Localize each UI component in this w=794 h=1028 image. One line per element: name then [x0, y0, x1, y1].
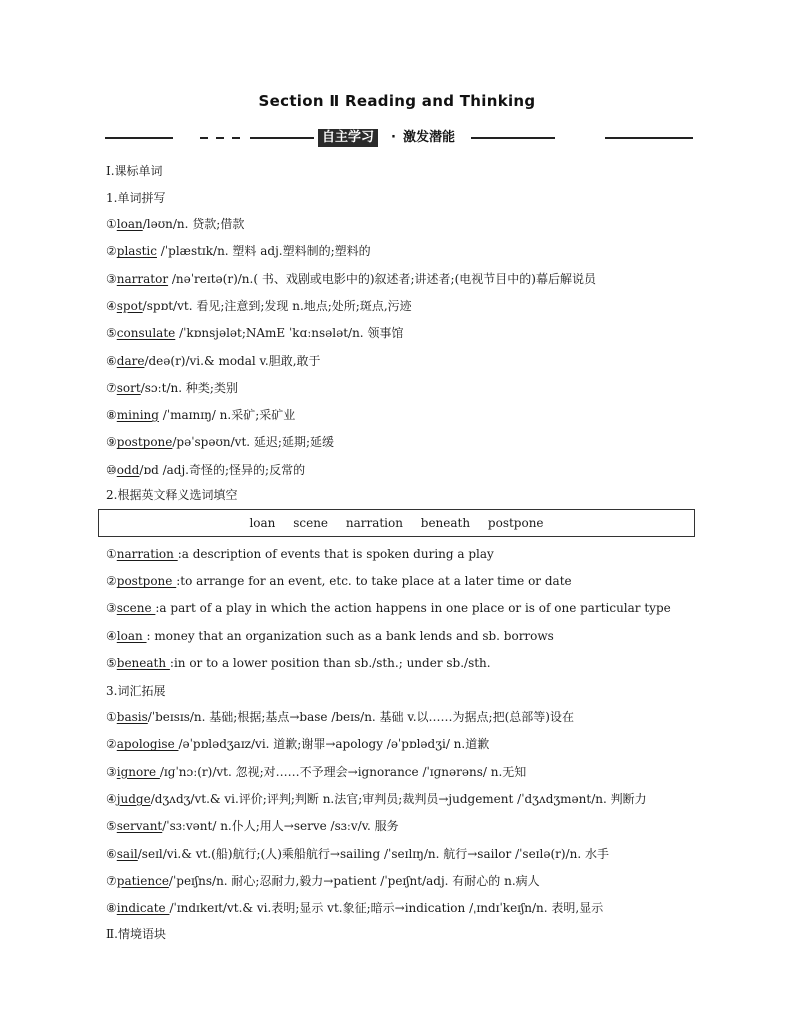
item-word: beneath	[116, 655, 170, 670]
item-definition: /sɔːt/n. 种类;类别	[140, 380, 238, 395]
item-definition: /əˈpɒlədʒaɪz/vi. 道歉;谢罪→apology /əˈpɒlədʒi/ n.道歉	[178, 737, 490, 752]
item-definition: :a part of a play in which the action happens in one place or is of one particular type	[155, 601, 671, 616]
list-item	[106, 462, 305, 478]
item-definition: : money that an organization such as a bank lends and sb. borrows	[146, 628, 554, 643]
banner-rule	[250, 137, 314, 139]
page-title: Section Ⅱ Reading and Thinking	[258, 92, 536, 110]
item-word: scene	[116, 601, 156, 616]
list-item	[106, 353, 321, 369]
item-definition: /spɒt/vt. 看见;注意到;发现 n.地点;处所;斑点,污迹	[142, 298, 412, 313]
list-item	[106, 764, 526, 780]
item-word: postpone	[116, 574, 177, 589]
item-definition: /deə(r)/vi.& modal v.胆敢,敢于	[144, 353, 321, 368]
item-word: sail	[116, 846, 138, 861]
list-item	[106, 271, 596, 287]
item-number: ⑦	[106, 873, 117, 888]
item-definition: /ˈkɒnsjələt;NAmE ˈkɑːnsələt/n. 领事馆	[175, 326, 404, 341]
item-word: spot	[116, 298, 143, 313]
item-number: ③	[106, 271, 117, 286]
list-item	[106, 655, 491, 671]
item-word: basis	[116, 710, 148, 724]
item-word: narrator	[116, 271, 169, 286]
section-banner	[105, 128, 695, 148]
item-number: ⑤	[106, 326, 117, 341]
banner-subtitle: 激发潜能	[403, 130, 456, 145]
item-definition: /ˈplæstɪk/n. 塑料 adj.塑料制的;塑料的	[156, 244, 371, 259]
item-definition: /pəˈspəʊn/vt. 延迟;延期;延缓	[172, 435, 334, 450]
list-item	[106, 216, 244, 232]
item-word: dare	[116, 353, 145, 368]
list-item	[106, 873, 540, 889]
list-item	[106, 736, 489, 752]
banner-rule	[605, 137, 693, 139]
banner-dash	[232, 137, 240, 139]
item-number: ③	[106, 764, 117, 779]
item-definition: :a description of events that is spoken during a play	[177, 547, 494, 561]
item-definition: /ˈbeɪsɪs/n. 基础;根据;基点→base /beɪs/n. 基础 v.以……为据点;把(总部等)设在	[147, 710, 574, 724]
item-number: ①	[106, 710, 117, 724]
item-word: odd	[116, 462, 140, 477]
banner-dash	[200, 137, 208, 139]
item-word: servant	[116, 819, 163, 834]
item-number: ④	[106, 628, 117, 643]
list-item	[106, 600, 671, 616]
item-definition: /ˈsɜːvənt/ n.仆人;用人→serve /sɜːv/v. 服务	[162, 819, 399, 834]
item-word: judge	[116, 791, 151, 806]
banner-rule	[471, 137, 555, 139]
list-item	[106, 791, 647, 807]
item-definition: /ˈpeɪʃns/n. 耐心;忍耐力,毅力→patient /ˈpeɪʃnt/adj. 有耐心的 n.病人	[168, 873, 540, 888]
item-number: ⑥	[106, 353, 117, 368]
banner-dot: ·	[391, 130, 396, 145]
list-item	[106, 434, 334, 450]
item-number: ⑤	[106, 819, 117, 834]
list-item	[106, 709, 574, 725]
item-word: loan	[116, 628, 147, 643]
item-number: ④	[106, 298, 117, 313]
item-word: consulate	[116, 326, 176, 341]
item-word: sort	[116, 380, 141, 395]
item-number: ⑩	[106, 462, 117, 477]
item-word: apologise	[116, 737, 179, 752]
item-definition: :in or to a lower position than sb./sth.; under sb./sth.	[169, 655, 491, 670]
item-number: ②	[106, 244, 117, 259]
item-number: ⑦	[106, 380, 117, 395]
section-heading: Ⅰ.课标单词	[106, 164, 163, 178]
item-word: patience	[116, 873, 169, 888]
item-number: ⑧	[106, 901, 117, 916]
item-number: ②	[106, 737, 117, 752]
list-item	[106, 546, 494, 562]
item-number: ⑤	[106, 655, 117, 670]
item-word: postpone	[116, 435, 173, 450]
part-heading: 1.单词拼写	[106, 191, 166, 205]
item-number: ④	[106, 791, 117, 806]
word-box: loan scene narration beneath postpone	[98, 509, 695, 537]
item-word: plastic	[116, 244, 157, 259]
section-heading: Ⅱ.情境语块	[106, 927, 166, 941]
item-definition: /seɪl/vi.& vt.(船)航行;(人)乘船航行→sailing /ˈseɪlɪŋ/n. 航行→sailor /ˈseɪlə(r)/n. 水手	[137, 846, 609, 861]
item-number: ②	[106, 574, 117, 589]
item-word: mining	[116, 408, 159, 423]
item-definition: /ləʊn/n. 贷款;借款	[142, 217, 245, 231]
list-item	[106, 243, 371, 259]
item-definition: /ɪɡˈnɔː(r)/vt. 忽视;对……不予理会→ignorance /ˈɪɡnərəns/ n.无知	[159, 764, 527, 779]
part-heading: 2.根据英文释义选词填空	[106, 488, 238, 502]
list-item	[106, 628, 554, 644]
item-word: indicate	[116, 901, 170, 916]
list-item	[106, 846, 609, 862]
list-item	[106, 380, 238, 396]
part-heading: 3.词汇拓展	[106, 684, 166, 698]
item-word: ignore	[116, 764, 160, 779]
list-item	[106, 298, 412, 314]
list-item	[106, 407, 295, 423]
banner-tag: 自主学习	[318, 129, 378, 147]
item-definition: /ɒd /adj.奇怪的;怪异的;反常的	[139, 462, 306, 477]
item-number: ①	[106, 217, 117, 231]
item-definition: /dʒʌdʒ/vt.& vi.评价;评判;判断 n.法官;审判员;裁判员→judgement /ˈdʒʌdʒmənt/n. 判断力	[150, 791, 647, 806]
item-number: ⑨	[106, 435, 117, 450]
banner-rule	[105, 137, 173, 139]
item-definition: /ˈmaɪnɪŋ/ n.采矿;采矿业	[158, 408, 296, 423]
item-number: ①	[106, 547, 117, 561]
list-item	[106, 325, 403, 341]
list-item	[106, 900, 603, 916]
list-item	[106, 818, 399, 834]
item-number: ⑧	[106, 408, 117, 423]
item-definition: /ˈɪndɪkeɪt/vt.& vi.表明;显示 vt.象征;暗示→indication /ˌɪndɪˈkeɪʃn/n. 表明,显示	[169, 901, 604, 916]
item-number: ⑥	[106, 846, 117, 861]
item-word: narration	[116, 547, 178, 561]
item-number: ③	[106, 601, 117, 616]
banner-dash	[216, 137, 224, 139]
item-definition: :to arrange for an event, etc. to take place at a later time or date	[176, 574, 572, 589]
item-definition: /nəˈreɪtə(r)/n.( 书、戏剧或电影中的)叙述者;讲述者;(电视节目中的)幕后解说员	[168, 271, 596, 286]
item-word: loan	[116, 217, 143, 231]
list-item	[106, 573, 572, 589]
